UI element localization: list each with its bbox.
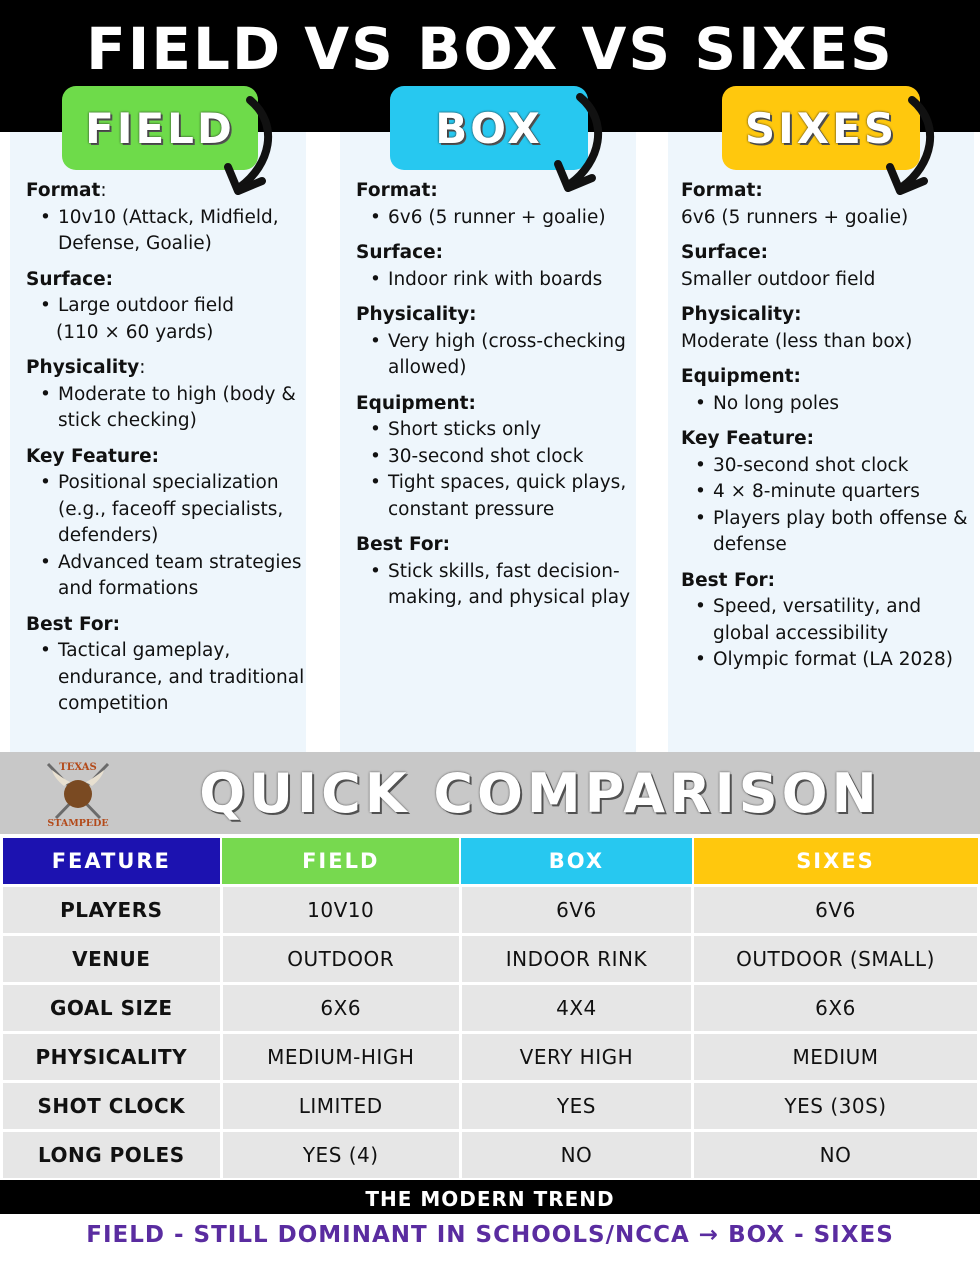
quick-comparison-title: QUICK COMPARISON — [199, 761, 881, 825]
sixes-equipment-list — [681, 391, 976, 418]
box-column — [356, 178, 636, 612]
sixes-format-label: Format: — [681, 180, 763, 201]
table-cell: YES (30S) — [693, 1081, 979, 1130]
table-cell: NO — [693, 1130, 979, 1179]
header-feature: FEATURE — [2, 837, 222, 885]
table-cell: YES (4) — [221, 1130, 460, 1179]
sixes-surface-label: Surface: — [681, 242, 769, 263]
sixes-format-text: 6v6 (5 runners + goalie) — [681, 206, 909, 228]
table-cell-feature: GOAL SIZE — [2, 983, 222, 1032]
box-tag: BOX — [390, 86, 588, 170]
table-cell: 6X6 — [693, 983, 979, 1032]
list-item: • Indoor rink with boards — [356, 267, 636, 294]
box-best-for-list — [356, 559, 636, 612]
list-item: • 6v6 (5 runner + goalie) — [356, 205, 636, 232]
list-item: • Short sticks only — [356, 417, 636, 444]
table-cell: LIMITED — [221, 1081, 460, 1130]
sixes-key-feature-list — [681, 453, 976, 559]
table-cell: YES — [460, 1081, 692, 1130]
svg-text:TEXAS: TEXAS — [59, 762, 97, 773]
header-box: BOX — [460, 837, 692, 885]
modern-trend-bar: THE MODERN TREND — [0, 1180, 980, 1214]
table-row — [2, 885, 979, 934]
list-item: • Players play both offense & defense — [681, 506, 976, 559]
box-equipment-list — [356, 417, 636, 523]
header-sixes: SIXES — [693, 837, 979, 885]
list-item: • 10v10 (Attack, Midfield, Defense, Goalie) — [26, 205, 306, 258]
field-surface-label: Surface: — [26, 268, 114, 290]
list-item: • Large outdoor field — [26, 293, 306, 320]
field-key-feature-list — [26, 470, 306, 603]
list-item: • Speed, versatility, and global accessibility — [681, 594, 976, 647]
list-item: • Stick skills, fast decision-making, and physical play — [356, 559, 636, 612]
table-cell-feature: VENUE — [2, 934, 222, 983]
table-header-row — [2, 837, 979, 885]
list-item: • Tight spaces, quick plays, constant pressure — [356, 470, 636, 523]
comparison-table — [0, 836, 980, 1181]
field-best-for-list — [26, 638, 306, 718]
table-cell: VERY HIGH — [460, 1032, 692, 1081]
list-item: • Positional specialization (e.g., faceoff specialists, defenders) — [26, 470, 306, 550]
table-cell: 6V6 — [460, 885, 692, 934]
table-row — [2, 1130, 979, 1179]
box-format-list — [356, 205, 636, 232]
table-cell: NO — [460, 1130, 692, 1179]
header-field: FIELD — [221, 837, 460, 885]
sixes-surface-text: Smaller outdoor field — [681, 268, 876, 290]
list-item: • 30-second shot clock — [356, 444, 636, 471]
list-item-continuation: (110 × 60 yards) — [56, 321, 214, 343]
table-cell-feature: PHYSICALITY — [2, 1032, 222, 1081]
field-physicality-list — [26, 382, 306, 435]
footer-trend-text: FIELD - STILL DOMINANT IN SCHOOLS/NCCA → BOX - SIXES — [86, 1222, 894, 1248]
box-surface-list — [356, 267, 636, 294]
list-item: • Olympic format (LA 2028) — [681, 647, 976, 674]
table-row — [2, 983, 979, 1032]
table-cell: 4X4 — [460, 983, 692, 1032]
table-cell-feature: PLAYERS — [2, 885, 222, 934]
sixes-best-for-list — [681, 594, 976, 674]
table-cell: 10V10 — [221, 885, 460, 934]
sixes-best-for-label: Best For: — [681, 569, 776, 591]
list-item: • Advanced team strategies and formations — [26, 550, 306, 603]
sixes-tag: SIXES — [722, 86, 920, 170]
table-row — [2, 934, 979, 983]
field-format-label: Format: — [26, 180, 107, 201]
box-equipment-label: Equipment: — [356, 392, 476, 414]
list-item: • No long poles — [681, 391, 976, 418]
table-row — [2, 1081, 979, 1130]
sixes-physicality-text: Moderate (less than box) — [681, 330, 913, 352]
field-surface-list — [26, 293, 306, 346]
list-item: • Tactical gameplay, endurance, and traditional competition — [26, 638, 306, 718]
table-cell: INDOOR RINK — [460, 934, 692, 983]
page-title: FIELD VS BOX VS SIXES — [86, 15, 894, 83]
sixes-key-feature-label: Key Feature: — [681, 428, 815, 449]
table-cell-feature: LONG POLES — [2, 1130, 222, 1179]
field-tag: FIELD — [62, 86, 258, 170]
box-physicality-label: Physicality: — [356, 304, 477, 325]
box-best-for-label: Best For: — [356, 534, 451, 555]
list-item: • Very high (cross-checking allowed) — [356, 329, 636, 382]
field-physicality-label: Physicality: — [26, 357, 146, 378]
list-item: • 4 × 8-minute quarters — [681, 479, 976, 506]
table-cell: MEDIUM — [693, 1032, 979, 1081]
sixes-physicality-label: Physicality: — [681, 304, 802, 325]
field-key-feature-label: Key Feature: — [26, 445, 160, 467]
table-cell: 6X6 — [221, 983, 460, 1032]
table-row — [2, 1032, 979, 1081]
table-cell: MEDIUM-HIGH — [221, 1032, 460, 1081]
field-best-for-label: Best For: — [26, 613, 121, 635]
table-cell: 6V6 — [693, 885, 979, 934]
list-item: • 30-second shot clock — [681, 453, 976, 480]
table-cell: OUTDOOR (SMALL) — [693, 934, 979, 983]
table-cell-feature: SHOT CLOCK — [2, 1081, 222, 1130]
table-cell: OUTDOOR — [221, 934, 460, 983]
box-physicality-list — [356, 329, 636, 382]
field-column — [26, 178, 306, 718]
list-item: • Moderate to high (body & stick checking) — [26, 382, 306, 435]
box-format-label: Format: — [356, 180, 438, 201]
box-surface-label: Surface: — [356, 242, 444, 263]
sixes-equipment-label: Equipment: — [681, 366, 801, 387]
svg-text:STAMPEDE: STAMPEDE — [47, 818, 109, 829]
texas-stampede-logo-icon — [40, 756, 116, 830]
field-format-list — [26, 205, 306, 258]
sixes-column — [681, 178, 976, 674]
